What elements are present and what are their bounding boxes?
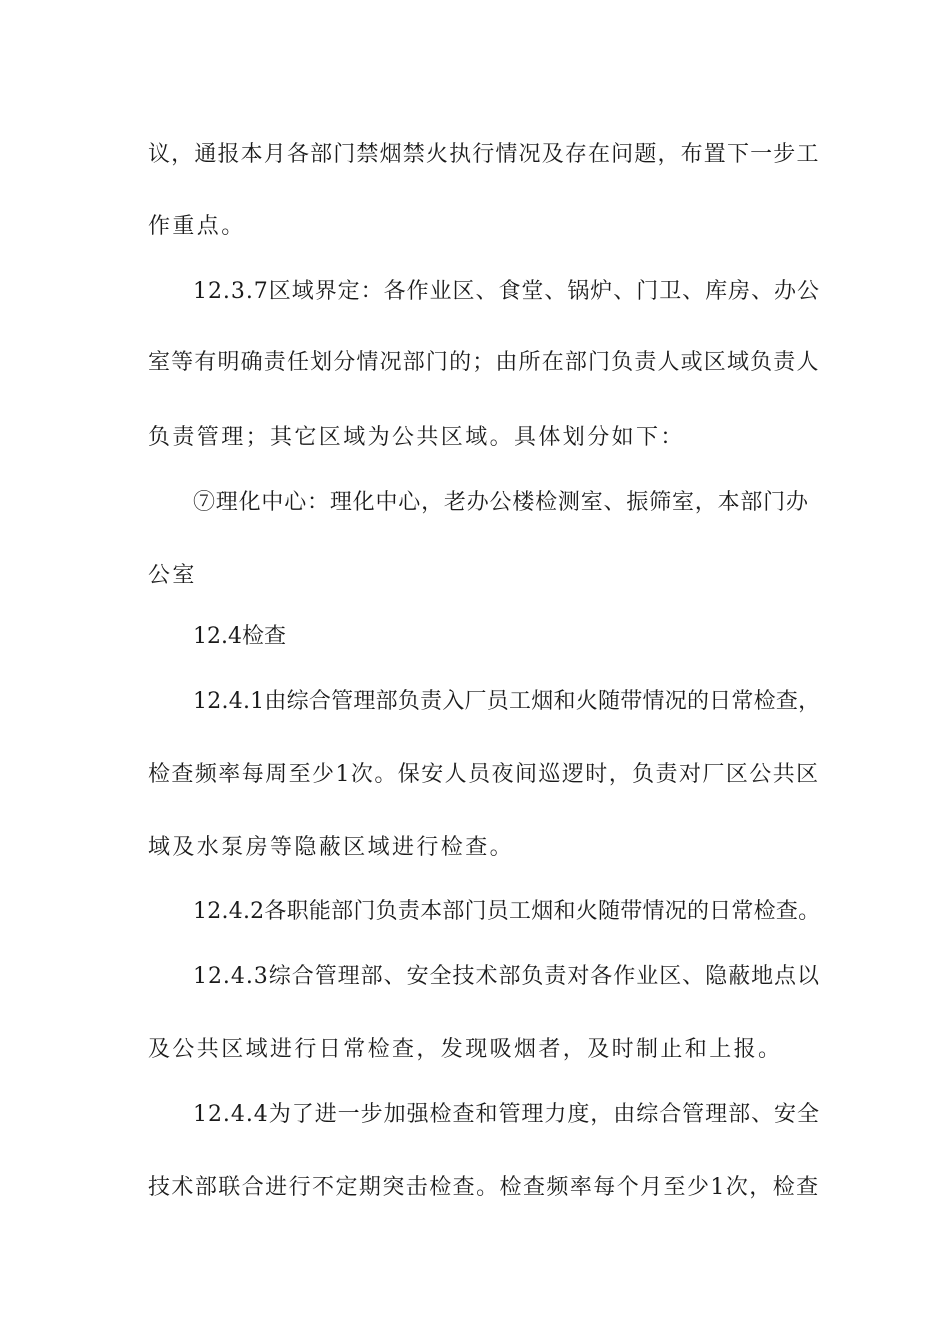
body-text-line: 议，通报本月各部门禁烟禁火执行情况及存在问题，布置下一步工 — [148, 142, 820, 167]
body-text-line: 技术部联合进行不定期突击检查。检查频率每个月至少1次，检查 — [148, 1175, 820, 1200]
body-text-line: 及公共区域进行日常检查，发现吸烟者，及时制止和上报。 — [148, 1037, 783, 1062]
paragraph-12-4-4: 12.4.4为了进一步加强检查和管理力度，由综合管理部、安全 — [193, 1102, 820, 1127]
paragraph-12-4-1: 12.4.1由综合管理部负责入厂员工烟和火随带情况的日常检查， — [193, 689, 821, 714]
body-text-line: 室等有明确责任划分情况部门的；由所在部门负责人或区域负责人 — [148, 350, 820, 375]
body-text-line: 作重点。 — [148, 214, 246, 239]
paragraph-item-7: ⑦理化中心：理化中心，老办公楼检测室、振筛室，本部门办 — [193, 490, 809, 515]
body-text-line: 域及水泵房等隐蔽区域进行检查。 — [148, 835, 515, 860]
paragraph-12-3-7: 12.3.7区域界定：各作业区、食堂、锅炉、门卫、库房、办公 — [193, 279, 820, 304]
paragraph-12-4-3: 12.4.3综合管理部、安全技术部负责对各作业区、隐蔽地点以 — [193, 964, 820, 989]
section-heading-12-4: 12.4检查 — [193, 624, 286, 649]
body-text-line: 负责管理；其它区域为公共区域。具体划分如下： — [148, 425, 685, 450]
body-text-line: 公室 — [148, 563, 197, 588]
body-text-line: 检查频率每周至少1次。保安人员夜间巡逻时，负责对厂区公共区 — [148, 762, 820, 787]
paragraph-12-4-2: 12.4.2各职能部门负责本部门员工烟和火随带情况的日常检查。 — [193, 899, 821, 924]
